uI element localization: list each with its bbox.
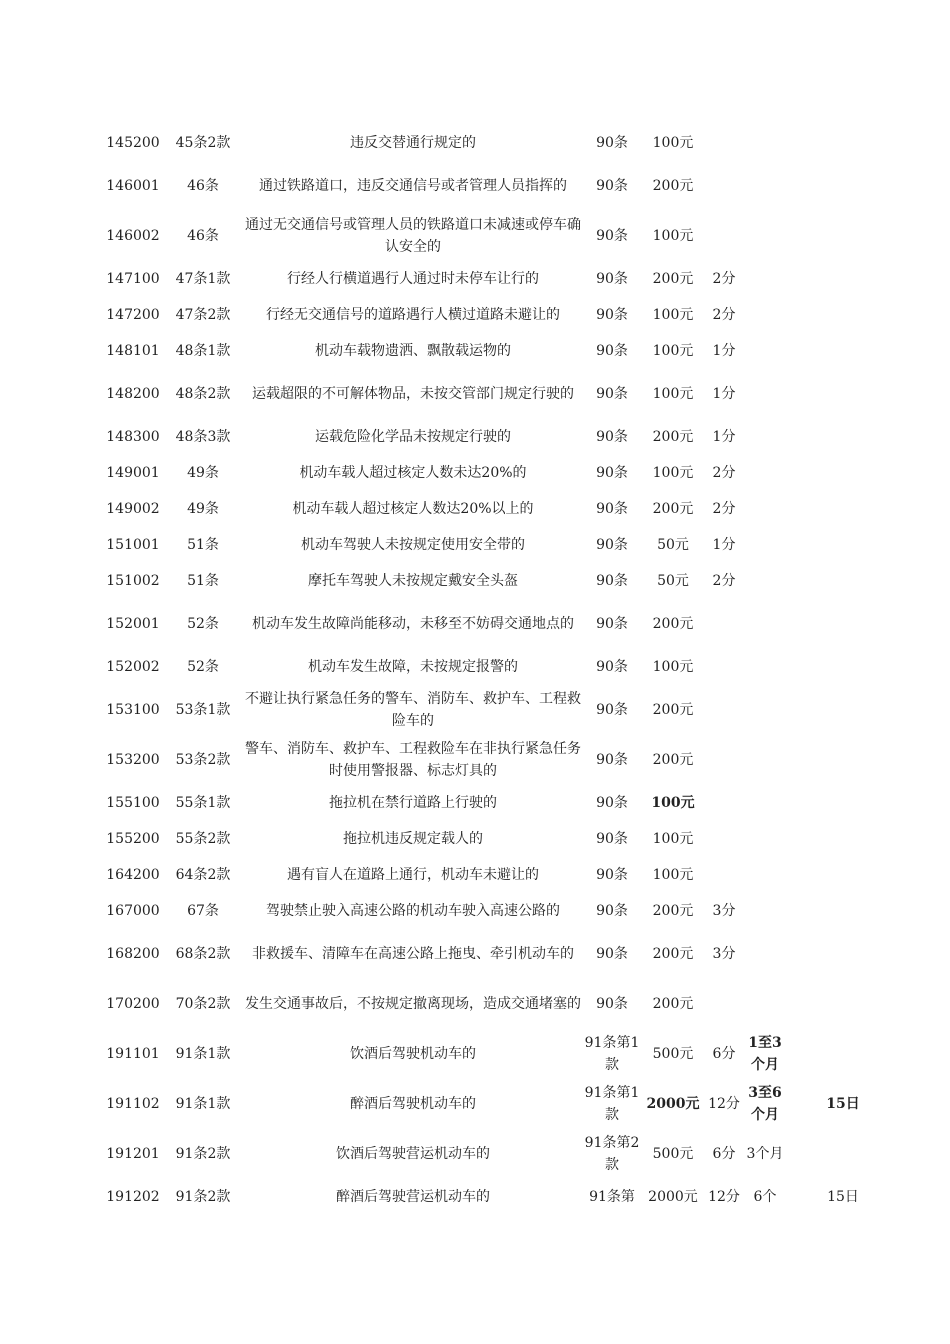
detention-period bbox=[823, 685, 863, 735]
violation-code: 146001 bbox=[106, 178, 160, 194]
violation-code: 146002 bbox=[106, 228, 160, 244]
penalty-law: 91条第1款 bbox=[584, 1085, 640, 1123]
fine-amount: 50元 bbox=[657, 537, 689, 553]
fine-amount: 200元 bbox=[652, 946, 694, 962]
penalty-law: 90条 bbox=[596, 307, 628, 323]
license-suspension bbox=[743, 735, 787, 785]
table-row bbox=[103, 893, 863, 929]
detention-period bbox=[823, 735, 863, 785]
penalty-points bbox=[705, 161, 743, 211]
violation-description: 醉酒后驾驶机动车的 bbox=[350, 1096, 476, 1112]
table-row bbox=[103, 979, 863, 1029]
detention-period bbox=[823, 455, 863, 491]
penalty-law: 90条 bbox=[596, 752, 628, 768]
detention-period bbox=[823, 369, 863, 419]
violation-code: 164200 bbox=[106, 867, 160, 883]
table-row bbox=[103, 929, 863, 979]
license-suspension bbox=[743, 333, 787, 369]
fine-amount: 500元 bbox=[652, 1046, 694, 1062]
violation-code: 151002 bbox=[106, 573, 160, 589]
penalty-law: 90条 bbox=[596, 659, 628, 675]
violation-code: 191201 bbox=[106, 1146, 160, 1162]
penalty-points: 1分 bbox=[712, 537, 736, 553]
fine-amount: 100元 bbox=[652, 343, 694, 359]
article-ref: 91条2款 bbox=[175, 1146, 231, 1162]
violation-description: 警车、消防车、救护车、工程救险车在非执行紧急任务时使用警报器、标志灯具的 bbox=[245, 741, 581, 779]
penalty-points: 2分 bbox=[712, 465, 736, 481]
fine-amount: 100元 bbox=[652, 465, 694, 481]
penalty-law: 90条 bbox=[596, 903, 628, 919]
violation-description: 运载危险化学品未按规定行驶的 bbox=[315, 429, 511, 445]
violation-table bbox=[103, 125, 863, 1215]
penalty-points: 6分 bbox=[712, 1146, 736, 1162]
penalty-law: 90条 bbox=[596, 178, 628, 194]
table-row bbox=[103, 369, 863, 419]
license-suspension bbox=[743, 893, 787, 929]
violation-description: 不避让执行紧急任务的警车、消防车、救护车、工程救险车的 bbox=[245, 691, 581, 729]
fine-amount: 200元 bbox=[652, 429, 694, 445]
table-row bbox=[103, 599, 863, 649]
detention-period bbox=[823, 527, 863, 563]
fine-amount: 200元 bbox=[652, 271, 694, 287]
penalty-law: 90条 bbox=[596, 867, 628, 883]
violation-description: 运载超限的不可解体物品，未按交管部门规定行驶的 bbox=[252, 386, 574, 402]
fine-amount: 200元 bbox=[652, 178, 694, 194]
violation-code: 151001 bbox=[106, 537, 160, 553]
article-ref: 46条 bbox=[187, 178, 219, 194]
license-suspension bbox=[743, 785, 787, 821]
penalty-points: 1分 bbox=[712, 429, 736, 445]
license-suspension bbox=[743, 821, 787, 857]
penalty-law: 91条第1款 bbox=[584, 1035, 640, 1073]
license-suspension bbox=[743, 297, 787, 333]
violation-description: 饮酒后驾驶机动车的 bbox=[350, 1046, 476, 1062]
penalty-points: 2分 bbox=[712, 573, 736, 589]
violation-description: 机动车发生故障，未按规定报警的 bbox=[308, 659, 518, 675]
violation-code: 153100 bbox=[106, 702, 160, 718]
violation-description: 通过无交通信号或管理人员的铁路道口未减速或停车确认安全的 bbox=[245, 217, 581, 255]
penalty-points: 1分 bbox=[712, 343, 736, 359]
article-ref: 91条2款 bbox=[175, 1189, 231, 1205]
penalty-points: 12分 bbox=[708, 1096, 740, 1112]
detention-period bbox=[823, 785, 863, 821]
fine-amount: 200元 bbox=[652, 616, 694, 632]
detention-period: 15日 bbox=[826, 1096, 860, 1112]
penalty-law: 90条 bbox=[596, 996, 628, 1012]
fine-amount: 500元 bbox=[652, 1146, 694, 1162]
violation-code: 191102 bbox=[106, 1096, 160, 1112]
penalty-points: 3分 bbox=[712, 903, 736, 919]
violation-code: 155100 bbox=[106, 795, 160, 811]
fine-amount: 200元 bbox=[652, 752, 694, 768]
license-suspension bbox=[743, 125, 787, 161]
violation-description: 违反交替通行规定的 bbox=[350, 135, 476, 151]
penalty-points: 3分 bbox=[712, 946, 736, 962]
table-row bbox=[103, 333, 863, 369]
violation-description: 机动车发生故障尚能移动，未移至不妨碍交通地点的 bbox=[252, 616, 574, 632]
license-suspension bbox=[743, 161, 787, 211]
license-suspension bbox=[743, 491, 787, 527]
fine-amount: 100元 bbox=[652, 831, 694, 847]
table-row bbox=[103, 685, 863, 735]
penalty-points bbox=[705, 821, 743, 857]
penalty-law: 90条 bbox=[596, 831, 628, 847]
fine-amount: 2000元 bbox=[646, 1096, 700, 1112]
fine-amount: 200元 bbox=[652, 501, 694, 517]
penalty-law: 90条 bbox=[596, 465, 628, 481]
license-suspension bbox=[743, 685, 787, 735]
violation-code: 167000 bbox=[106, 903, 160, 919]
violation-code: 155200 bbox=[106, 831, 160, 847]
penalty-law: 90条 bbox=[596, 537, 628, 553]
detention-period bbox=[823, 419, 863, 455]
violation-code: 148101 bbox=[106, 343, 160, 359]
penalty-law: 90条 bbox=[596, 616, 628, 632]
violation-description: 行经人行横道遇行人通过时未停车让行的 bbox=[287, 271, 539, 287]
penalty-points: 2分 bbox=[712, 271, 736, 287]
violation-code: 191202 bbox=[106, 1189, 160, 1205]
license-suspension bbox=[743, 419, 787, 455]
violation-code: 145200 bbox=[106, 135, 160, 151]
penalty-law: 90条 bbox=[596, 135, 628, 151]
fine-amount: 100元 bbox=[652, 307, 694, 323]
fine-amount: 200元 bbox=[652, 903, 694, 919]
penalty-points bbox=[705, 685, 743, 735]
detention-period bbox=[823, 857, 863, 893]
article-ref: 67条 bbox=[187, 903, 219, 919]
license-suspension bbox=[743, 563, 787, 599]
license-suspension bbox=[743, 929, 787, 979]
detention-period bbox=[823, 599, 863, 649]
article-ref: 91条1款 bbox=[175, 1046, 231, 1062]
fine-amount: 100元 bbox=[651, 795, 695, 811]
article-ref: 52条 bbox=[187, 616, 219, 632]
detention-period bbox=[823, 649, 863, 685]
violation-description: 机动车驾驶人未按规定使用安全带的 bbox=[301, 537, 525, 553]
license-suspension bbox=[743, 599, 787, 649]
detention-period bbox=[823, 893, 863, 929]
article-ref: 45条2款 bbox=[175, 135, 231, 151]
penalty-law: 90条 bbox=[596, 573, 628, 589]
detention-period bbox=[823, 261, 863, 297]
fine-amount: 2000元 bbox=[648, 1189, 698, 1205]
table-row bbox=[103, 1129, 863, 1179]
violation-description: 机动车载人超过核定人数未达20%的 bbox=[299, 465, 527, 481]
violation-description: 机动车载人超过核定人数达20%以上的 bbox=[292, 501, 534, 517]
article-ref: 49条 bbox=[187, 501, 219, 517]
violation-description: 发生交通事故后，不按规定撤离现场，造成交通堵塞的 bbox=[245, 996, 581, 1012]
article-ref: 48条2款 bbox=[175, 386, 231, 402]
article-ref: 91条1款 bbox=[175, 1096, 231, 1112]
penalty-law: 91条第 bbox=[589, 1189, 635, 1205]
detention-period bbox=[823, 979, 863, 1029]
table-row bbox=[103, 1079, 863, 1129]
article-ref: 46条 bbox=[187, 228, 219, 244]
table-row bbox=[103, 649, 863, 685]
license-suspension bbox=[743, 455, 787, 491]
violation-description: 驾驶禁止驶入高速公路的机动车驶入高速公路的 bbox=[266, 903, 560, 919]
license-suspension: 6个 bbox=[753, 1189, 777, 1205]
detention-period bbox=[823, 125, 863, 161]
article-ref: 51条 bbox=[187, 537, 219, 553]
article-ref: 51条 bbox=[187, 573, 219, 589]
violation-code: 149002 bbox=[106, 501, 160, 517]
penalty-law: 90条 bbox=[596, 343, 628, 359]
violation-description: 拖拉机违反规定载人的 bbox=[343, 831, 483, 847]
article-ref: 52条 bbox=[187, 659, 219, 675]
penalty-points bbox=[705, 979, 743, 1029]
license-suspension: 3至6个月 bbox=[748, 1085, 782, 1123]
penalty-points bbox=[705, 857, 743, 893]
article-ref: 55条1款 bbox=[175, 795, 231, 811]
violation-description: 通过铁路道口，违反交通信号或者管理人员指挥的 bbox=[259, 178, 567, 194]
detention-period bbox=[823, 1129, 863, 1179]
fine-amount: 100元 bbox=[652, 659, 694, 675]
detention-period bbox=[823, 297, 863, 333]
penalty-law: 90条 bbox=[596, 429, 628, 445]
violation-description: 机动车载物遗洒、飘散载运物的 bbox=[315, 343, 511, 359]
penalty-points bbox=[705, 599, 743, 649]
article-ref: 53条2款 bbox=[175, 752, 231, 768]
violation-code: 148200 bbox=[106, 386, 160, 402]
table-row bbox=[103, 297, 863, 333]
detention-period bbox=[823, 333, 863, 369]
table-row bbox=[103, 491, 863, 527]
license-suspension bbox=[743, 261, 787, 297]
violation-code: 147200 bbox=[106, 307, 160, 323]
violation-description: 醉酒后驾驶营运机动车的 bbox=[336, 1189, 490, 1205]
penalty-law: 90条 bbox=[596, 946, 628, 962]
violation-code: 152002 bbox=[106, 659, 160, 675]
license-suspension bbox=[743, 369, 787, 419]
penalty-points: 2分 bbox=[712, 307, 736, 323]
license-suspension bbox=[743, 211, 787, 261]
fine-amount: 100元 bbox=[652, 386, 694, 402]
article-ref: 49条 bbox=[187, 465, 219, 481]
violation-code: 152001 bbox=[106, 616, 160, 632]
penalty-law: 90条 bbox=[596, 228, 628, 244]
fine-amount: 200元 bbox=[652, 996, 694, 1012]
violation-description: 拖拉机在禁行道路上行驶的 bbox=[329, 795, 497, 811]
detention-period bbox=[823, 211, 863, 261]
article-ref: 68条2款 bbox=[175, 946, 231, 962]
detention-period bbox=[823, 491, 863, 527]
penalty-law: 91条第2款 bbox=[584, 1135, 640, 1173]
table-row bbox=[103, 419, 863, 455]
penalty-law: 90条 bbox=[596, 501, 628, 517]
violation-code: 148300 bbox=[106, 429, 160, 445]
table-row bbox=[103, 211, 863, 261]
fine-amount: 50元 bbox=[657, 573, 689, 589]
license-suspension: 1至3个月 bbox=[748, 1035, 782, 1073]
penalty-points: 1分 bbox=[712, 386, 736, 402]
table-row bbox=[103, 455, 863, 491]
penalty-points bbox=[705, 649, 743, 685]
table-row bbox=[103, 527, 863, 563]
license-suspension bbox=[743, 857, 787, 893]
fine-amount: 100元 bbox=[652, 135, 694, 151]
penalty-points bbox=[705, 211, 743, 261]
detention-period bbox=[823, 563, 863, 599]
article-ref: 47条2款 bbox=[175, 307, 231, 323]
detention-period bbox=[823, 1029, 863, 1079]
penalty-points bbox=[705, 735, 743, 785]
violation-code: 191101 bbox=[106, 1046, 160, 1062]
article-ref: 47条1款 bbox=[175, 271, 231, 287]
fine-amount: 200元 bbox=[652, 702, 694, 718]
license-suspension bbox=[743, 527, 787, 563]
penalty-law: 90条 bbox=[596, 795, 628, 811]
violation-code: 168200 bbox=[106, 946, 160, 962]
table-row bbox=[103, 1029, 863, 1079]
violation-code: 149001 bbox=[106, 465, 160, 481]
article-ref: 64条2款 bbox=[175, 867, 231, 883]
violation-code: 170200 bbox=[106, 996, 160, 1012]
penalty-law: 90条 bbox=[596, 271, 628, 287]
article-ref: 55条2款 bbox=[175, 831, 231, 847]
violation-code: 153200 bbox=[106, 752, 160, 768]
license-suspension bbox=[743, 979, 787, 1029]
penalty-points: 12分 bbox=[708, 1189, 740, 1205]
table-row bbox=[103, 261, 863, 297]
violation-description: 非救援车、清障车在高速公路上拖曳、牵引机动车的 bbox=[252, 946, 574, 962]
article-ref: 53条1款 bbox=[175, 702, 231, 718]
violation-description: 行经无交通信号的道路遇行人横过道路未避让的 bbox=[266, 307, 560, 323]
license-suspension: 3个月 bbox=[746, 1146, 784, 1162]
penalty-points: 2分 bbox=[712, 501, 736, 517]
table-row bbox=[103, 161, 863, 211]
fine-amount: 100元 bbox=[652, 867, 694, 883]
penalty-law: 90条 bbox=[596, 702, 628, 718]
penalty-law: 90条 bbox=[596, 386, 628, 402]
detention-period bbox=[823, 821, 863, 857]
detention-period: 15日 bbox=[827, 1189, 859, 1205]
violation-description: 遇有盲人在道路上通行，机动车未避让的 bbox=[287, 867, 539, 883]
fine-amount: 100元 bbox=[652, 228, 694, 244]
penalty-points: 6分 bbox=[712, 1046, 736, 1062]
table-row bbox=[103, 1179, 863, 1215]
table-row bbox=[103, 563, 863, 599]
violation-code: 147100 bbox=[106, 271, 160, 287]
table-row bbox=[103, 821, 863, 857]
article-ref: 48条1款 bbox=[175, 343, 231, 359]
detention-period bbox=[823, 161, 863, 211]
article-ref: 48条3款 bbox=[175, 429, 231, 445]
penalty-points bbox=[705, 785, 743, 821]
violation-description: 摩托车驾驶人未按规定戴安全头盔 bbox=[308, 573, 518, 589]
violation-description: 饮酒后驾驶营运机动车的 bbox=[336, 1146, 490, 1162]
detention-period bbox=[823, 929, 863, 979]
table-row bbox=[103, 125, 863, 161]
license-suspension bbox=[743, 649, 787, 685]
penalty-points bbox=[705, 125, 743, 161]
table-row bbox=[103, 785, 863, 821]
table-row bbox=[103, 735, 863, 785]
table-row bbox=[103, 857, 863, 893]
article-ref: 70条2款 bbox=[175, 996, 231, 1012]
